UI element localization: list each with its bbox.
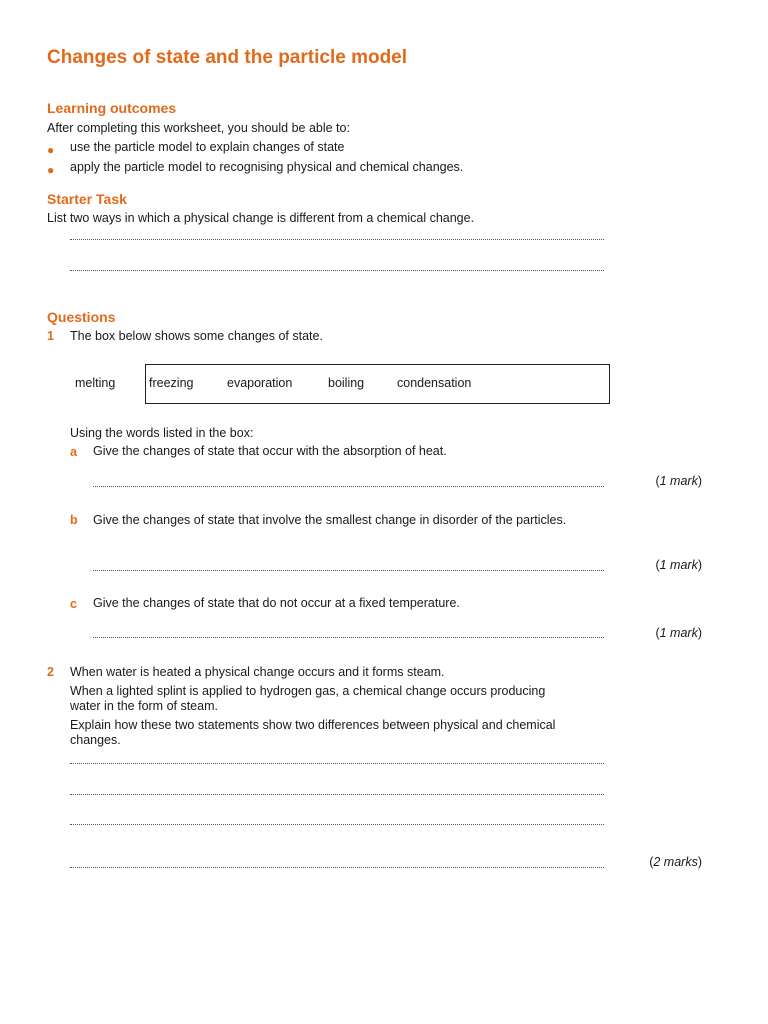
learning-outcomes-list	[47, 139, 463, 179]
question-2-line-3: Explain how these two statements show two differences between physical and chemical changes.	[70, 718, 556, 747]
page-title: Changes of state and the particle model	[47, 47, 408, 68]
question-2-answer-line-4[interactable]	[70, 867, 604, 868]
part-b-answer-line[interactable]	[93, 570, 604, 571]
starter-task-heading: Starter Task	[47, 191, 127, 207]
learning-outcomes-intro: After completing this worksheet, you should be able to:	[47, 121, 350, 135]
starter-answer-line-2[interactable]	[70, 270, 604, 271]
part-b-marks: (1 mark)	[655, 558, 702, 572]
part-b-label: b	[70, 513, 78, 527]
word-melting: melting	[75, 376, 116, 390]
question-1-number: 1	[47, 329, 54, 343]
part-c-label: c	[70, 597, 77, 611]
word-box	[145, 364, 610, 404]
question-2-line-2: When a lighted splint is applied to hydrogen gas, a chemical change occurs producing water in the form of steam.	[70, 684, 546, 713]
word-evaporation: evaporation	[227, 376, 293, 390]
question-2-marks: (2 marks)	[649, 855, 702, 869]
question-1-text: The box below shows some changes of state.	[70, 329, 323, 343]
bullet-text: use the particle model to explain changes of state	[70, 140, 345, 154]
part-c-answer-line[interactable]	[93, 637, 604, 638]
word-boiling: boiling	[328, 376, 365, 390]
question-1-instruction: Using the words listed in the box:	[70, 426, 254, 440]
part-a-answer-line[interactable]	[93, 486, 604, 487]
bullet-icon: ●	[47, 163, 55, 177]
part-b-text: Give the changes of state that involve the smallest change in disorder of the particles.	[93, 513, 567, 527]
question-2-answer-line-1[interactable]	[70, 763, 604, 764]
part-a-text: Give the changes of state that occur with the absorption of heat.	[93, 444, 447, 458]
question-2-answer-line-2[interactable]	[70, 794, 604, 795]
word-condensation: condensation	[397, 376, 472, 390]
part-c-text: Give the changes of state that do not occur at a fixed temperature.	[93, 596, 460, 610]
question-2-answer-line-3[interactable]	[70, 824, 604, 825]
starter-answer-line-1[interactable]	[70, 239, 604, 240]
bullet-icon: ●	[47, 143, 55, 157]
part-c-marks: (1 mark)	[655, 626, 702, 640]
part-a-label: a	[70, 445, 77, 459]
starter-task-prompt: List two ways in which a physical change is different from a chemical change.	[47, 211, 475, 225]
part-a-marks: (1 mark)	[655, 474, 702, 488]
question-2-line-1: When water is heated a physical change occurs and it forms steam.	[70, 665, 445, 679]
list-item	[47, 139, 463, 159]
list-item	[47, 159, 463, 179]
bullet-text: apply the particle model to recognising physical and chemical changes.	[70, 160, 464, 174]
question-2-number: 2	[47, 665, 54, 679]
questions-heading: Questions	[47, 309, 116, 325]
learning-outcomes-heading: Learning outcomes	[47, 100, 177, 116]
word-freezing: freezing	[149, 376, 194, 390]
